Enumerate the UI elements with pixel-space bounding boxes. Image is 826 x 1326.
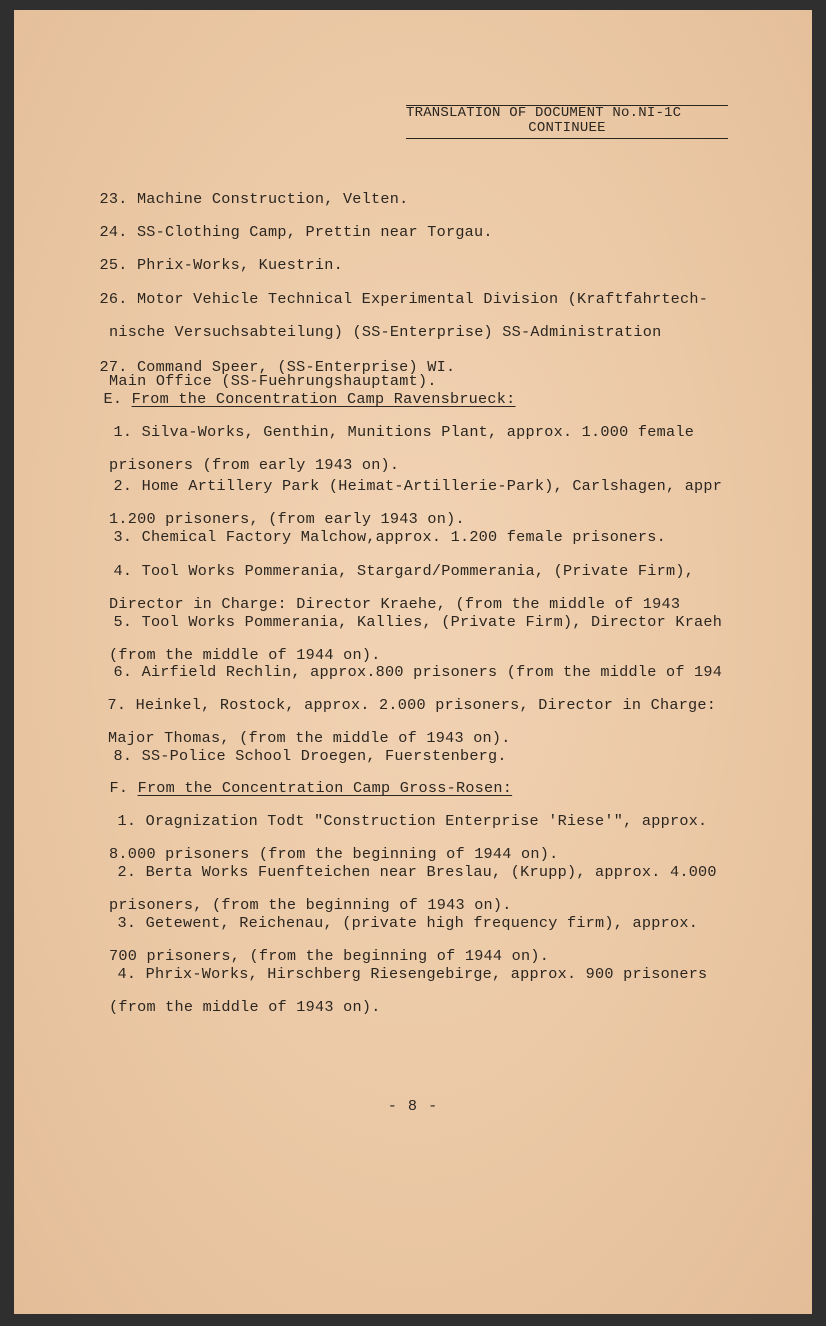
- item-text: Major Thomas, (from the middle of 1943 on).: [108, 728, 511, 747]
- item-text: prisoners, (from the beginning of 1943 on).: [109, 895, 512, 914]
- item-number: 4.: [117, 964, 137, 983]
- item-text: 1.200 prisoners, (from early 1943 on).: [109, 509, 465, 528]
- item-text: (from the middle of 1944 on).: [109, 645, 381, 664]
- item-number: 8.: [113, 746, 133, 765]
- item-number: 4.: [113, 561, 133, 580]
- item-text: Machine Construction, Velten.: [136, 189, 409, 208]
- item-text: nische Versuchsabteilung) (SS-Enterprise) SS-Administration: [109, 322, 662, 341]
- item-text: Chemical Factory Malchow,approx. 1.200 female prisoners.: [141, 527, 666, 546]
- document-page: [14, 10, 812, 1314]
- section-letter: F.: [109, 779, 129, 797]
- item-text: Home Artillery Park (Heimat-Artillerie-Park), Carlshagen, appr: [141, 476, 723, 495]
- item-number: 1.: [117, 811, 137, 830]
- item-text: prisoners (from early 1943 on).: [109, 455, 400, 474]
- item-number: 26.: [99, 289, 128, 308]
- item-text: SS-Clothing Camp, Prettin near Torgau.: [136, 222, 493, 241]
- item-number: 25.: [99, 255, 128, 274]
- item-text: Director in Charge: Director Kraehe, (from the middle of 1943: [109, 594, 681, 613]
- item-text: Main Office (SS-Fuehrungshauptamt).: [109, 372, 437, 390]
- item-text: 8.000 prisoners (from the beginning of 1944 on).: [109, 844, 559, 863]
- item-number: 2.: [113, 476, 133, 495]
- item-text: Phrix-Works, Hirschberg Riesengebirge, approx. 900 prisoners: [145, 964, 708, 983]
- item-number: 3.: [117, 913, 137, 932]
- item-text: Tool Works Pommerania, Stargard/Pommerania, (Private Firm),: [141, 561, 695, 580]
- header-continued: CONTINUEE: [528, 120, 606, 136]
- item-number: 3.: [113, 527, 133, 546]
- section-letter: E.: [103, 390, 123, 408]
- item-number: 1.: [113, 422, 133, 441]
- item-text: Motor Vehicle Technical Experimental Division (Kraftfahrtech-: [136, 289, 709, 308]
- item-text: Airfield Rechlin, approx.800 prisoners (from the middle of 194: [141, 662, 723, 681]
- item-text: SS-Police School Droegen, Fuerstenberg.: [141, 746, 507, 765]
- item-text: Heinkel, Rostock, approx. 2.000 prisoners, Director in Charge:: [135, 695, 717, 714]
- item-text: Getewent, Reichenau, (private high frequency firm), approx.: [145, 913, 699, 932]
- item-text: 700 prisoners, (from the beginning of 1944 on).: [109, 946, 550, 965]
- item-text: (from the middle of 1943 on).: [109, 997, 381, 1016]
- item-number: 24.: [99, 222, 128, 241]
- item-text: Silva-Works, Genthin, Munitions Plant, approx. 1.000 female: [141, 422, 695, 441]
- header-title: TRANSLATION OF DOCUMENT No.NI-1C: [406, 105, 728, 121]
- item-text: Phrix-Works, Kuestrin.: [136, 255, 343, 274]
- item-number: 23.: [99, 189, 128, 208]
- section-title: From the Concentration Camp Gross-Rosen:: [137, 779, 513, 797]
- item-text: Command Speer, (SS-Enterprise) WI.: [136, 357, 456, 376]
- page-number: - 8 -: [387, 1097, 439, 1115]
- item-number: 7.: [107, 695, 127, 714]
- item-number: 2.: [117, 862, 137, 881]
- item-number: 27.: [99, 357, 128, 376]
- document-header: [406, 105, 728, 139]
- item-number: 5.: [113, 612, 133, 631]
- item-text: Tool Works Pommerania, Kallies, (Private Firm), Director Kraeh: [141, 612, 723, 631]
- item-number: 6.: [113, 662, 133, 681]
- item-text: Oragnization Todt "Construction Enterprise 'Riese'", approx.: [145, 811, 708, 830]
- list-item: [80, 946, 728, 1048]
- section-title: From the Concentration Camp Ravensbrueck:: [131, 390, 516, 408]
- item-text: Berta Works Fuenfteichen near Breslau, (Krupp), approx. 4.000: [145, 862, 717, 881]
